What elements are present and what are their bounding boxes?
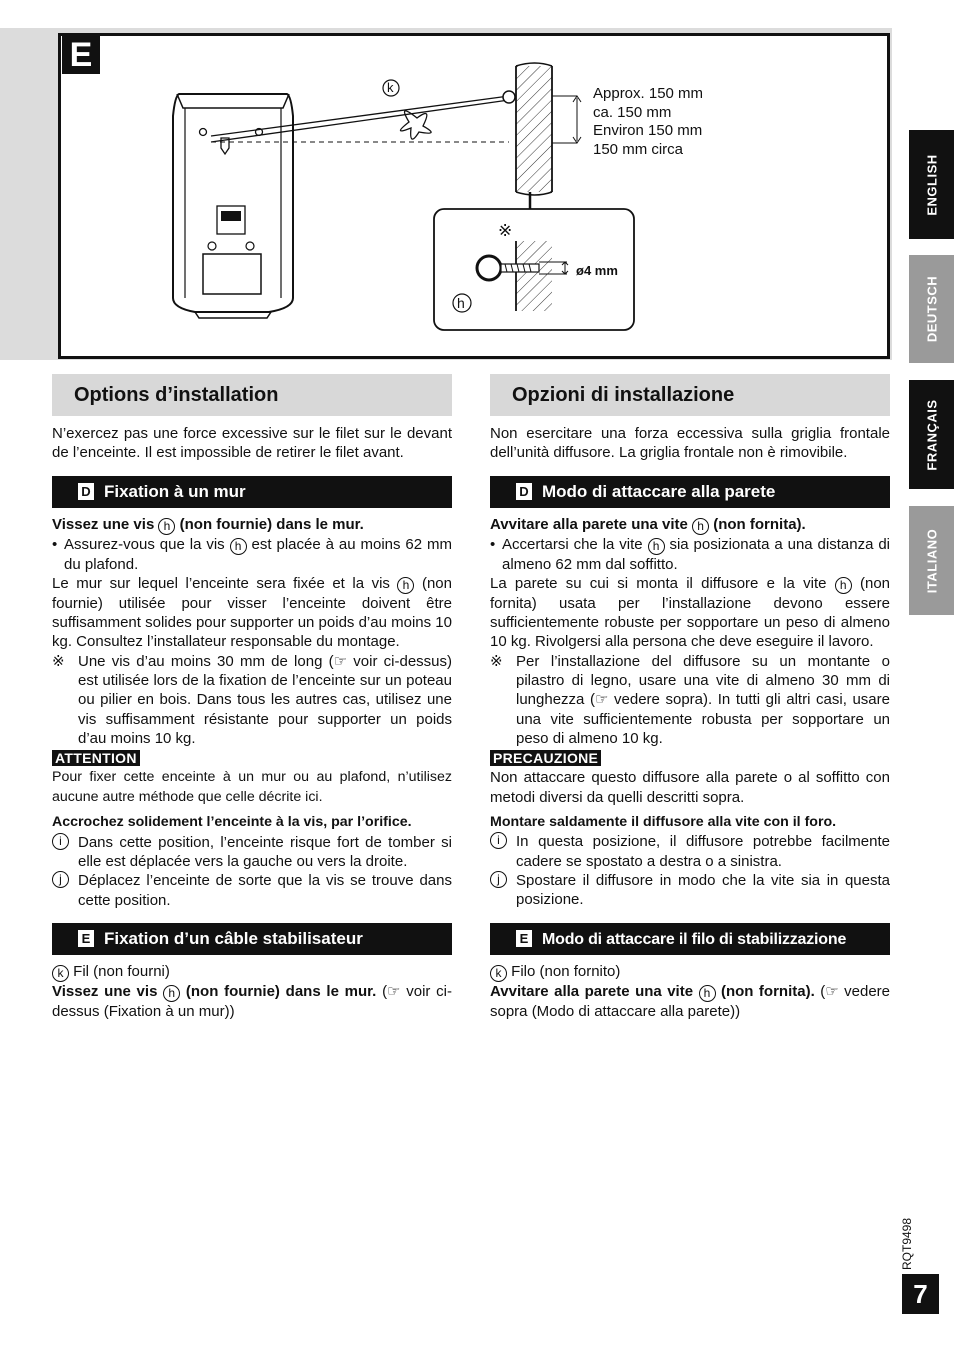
marker-h: h: [457, 295, 465, 311]
section-title: Opzioni di installazione: [490, 374, 890, 416]
wall-strength-text: Le mur sur lequel l’enceinte sera fixée et la vis h (non fournie) utilisée pour visser l’enceinte doivent être suffisamment solides pour supporter un poids d’au moins 10 kg. Consultez l’installateur responsable du montage.: [52, 574, 452, 651]
note-screw-length: ※ Une vis d’au moins 30 mm de long (☞ voir ci-dessus) est utilisée lors de la fixation de l’enceinte sur un poteau ou pilier en bois. Dans tous les autres cas, utilisez une vis suffisamment résistante pour supporter un poids d’au moins 10 kg.: [52, 652, 452, 747]
subsection-badge: D: [78, 483, 94, 500]
subsection-badge: E: [516, 930, 532, 947]
subsection-title: Fixation d’un câble stabilisateur: [104, 928, 363, 948]
item-j: j Déplacez l’enceinte de sorte que la vis se trouve dans cette position.: [52, 871, 452, 910]
subsection-badge: D: [516, 483, 532, 500]
page-number: 7: [902, 1274, 939, 1314]
warning-block: [490, 750, 890, 768]
tab-deutsch[interactable]: [909, 255, 954, 363]
french-column: [52, 374, 452, 1021]
subsection-title: Fixation à un mur: [104, 481, 246, 501]
tab-english[interactable]: [909, 130, 954, 239]
subsection-wall-mount: [490, 476, 890, 508]
section-title: Options d’installation: [52, 374, 452, 416]
italian-column: [490, 374, 890, 1021]
marker-k: k: [387, 80, 394, 95]
distance-line: ca. 150 mm: [593, 103, 672, 121]
step-screw: Vissez une vis h (non fournie) dans le mur.: [52, 515, 364, 533]
subsection-wall-mount: [52, 476, 452, 508]
warning-label: ATTENTION: [52, 750, 140, 766]
tab-label: ENGLISH: [924, 153, 939, 216]
wire-label: k Filo (non fornito): [490, 962, 890, 982]
subsection-badge: E: [78, 930, 94, 947]
intro-text: N’exercez pas une force excessive sur le filet sur le devant de l’enceinte. Il est impossible de retirer le filet avant.: [52, 425, 452, 462]
distance-labels: [593, 85, 703, 159]
wall: [503, 63, 581, 210]
bullet-distance: • Accertarsi che la vite h sia posizionata a una distanza di almeno 62 mm dal soffitto.: [490, 535, 891, 573]
step-screw-wire: Avvitare alla parete una vite h (non fornita). (☞ vedere sopra (Modo di attaccare alla parete)): [490, 982, 891, 1020]
step-hang: Accrochez solidement l’enceinte à la vis, par l’orifice.: [52, 814, 412, 831]
warning-block: [52, 750, 452, 768]
bullet-distance: • Assurez-vous que la vis h est placée à au moins 62 mm du plafond.: [52, 535, 453, 573]
item-j: j Spostare il diffusore in modo che la vite sia in questa posizione.: [490, 871, 890, 910]
step-screw-wire: Vissez une vis h (non fournie) dans le mur. (☞ voir ci-dessus (Fixation à un mur)): [52, 982, 452, 1020]
marker-note: ※: [498, 221, 513, 240]
diameter-label: ø4 mm: [576, 263, 618, 278]
installation-diagram: [61, 36, 883, 350]
step-screw: Avvitare alla parete una vite h (non fornita).: [490, 515, 806, 533]
tab-label: FRANÇAIS: [924, 398, 939, 471]
intro-text: Non esercitare una forza eccessiva sulla griglia frontale dell’unità diffusore. La griglia frontale non è rimovibile.: [490, 425, 890, 462]
tab-label: ITALIANO: [924, 528, 939, 593]
tab-francais[interactable]: [909, 380, 954, 489]
subsection-title: Modo di attaccare alla parete: [542, 481, 776, 501]
item-i: i In questa posizione, il diffusore potrebbe facilmente cadere se spostato a destra o a sinistra.: [490, 832, 890, 871]
note-screw-length: ※ Per l’installazione del diffusore su un montante o pilastro di legno, usare una vite di almeno 30 mm di lunghezza (☞ vedere sopra). In tutti gli altri casi, usare una vite sufficientemente robusta per sopportare un peso di almeno 10 kg.: [490, 652, 890, 747]
warning-text: Pour fixer cette enceinte à un mur ou au plafond, n’utilisez aucune autre méthode que celle décrite ici.: [52, 769, 452, 805]
subsection-stabilizer: [490, 923, 890, 955]
figure-letter: E: [62, 36, 100, 74]
warning-label: PRECAUZIONE: [490, 750, 601, 766]
distance-line: Environ 150 mm: [593, 122, 703, 139]
document-code: RQT9498: [900, 1217, 914, 1271]
distance-line: Approx. 150 mm: [593, 85, 704, 102]
wire-label: k Fil (non fourni): [52, 962, 452, 982]
wall-strength-text: La parete su cui si monta il diffusore e la vite h (non fornita) usata per l’installazione devono essere sufficientemente robuste per sopportare un peso di almeno 10 kg. Rivolgersi alla persona che deve eseguire il lavoro.: [490, 574, 891, 651]
step-hang: Montare saldamente il diffusore alla vite con il foro.: [490, 813, 837, 830]
warning-text: Non attaccare questo diffusore alla parete o al soffitto con metodi diversi da quelli descritti sopra.: [490, 769, 890, 806]
subsection-title: Modo di attaccare il filo di stabilizzazione: [542, 930, 847, 948]
tab-italiano[interactable]: [909, 506, 954, 615]
tab-label: DEUTSCH: [924, 275, 939, 343]
subsection-stabilizer: [52, 923, 452, 955]
distance-line: 150 mm circa: [593, 140, 684, 158]
item-i: i Dans cette position, l’enceinte risque fort de tomber si elle est déplacée vers la gauche ou vers la droite.: [52, 833, 452, 872]
